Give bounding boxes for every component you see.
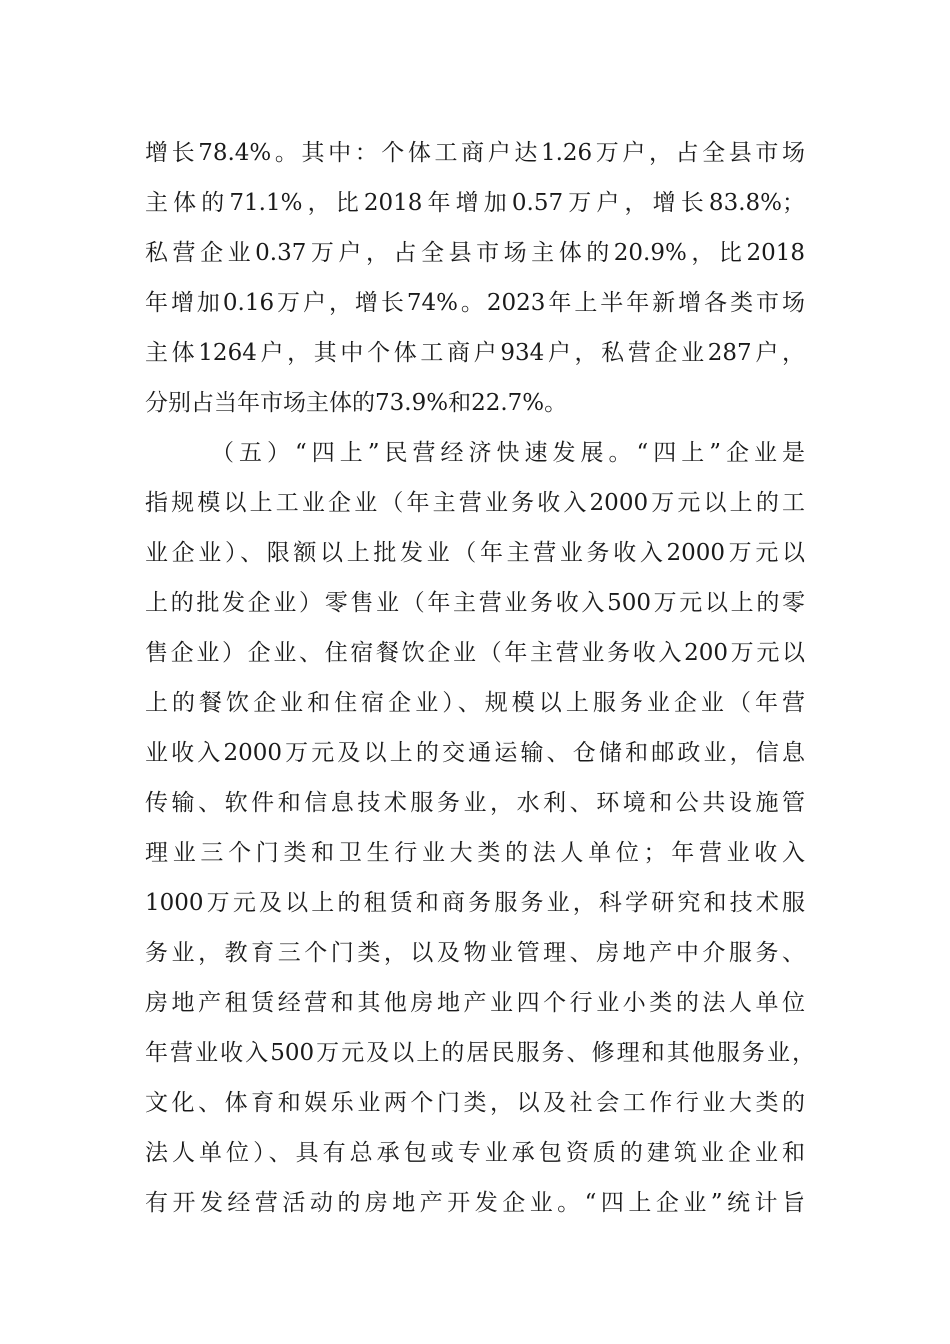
paragraph-1-line: 增长78.4%。其中：个体工商户达1.26万户，占全县市场 bbox=[145, 140, 805, 166]
paragraph-2-line: 指规模以上工业企业（年主营业务收入2000万元以上的工 bbox=[145, 490, 805, 516]
paragraph-2-line: 文化、体育和娱乐业两个门类，以及社会工作行业大类的 bbox=[145, 1090, 805, 1116]
paragraph-2-line: 务业，教育三个门类，以及物业管理、房地产中介服务、 bbox=[145, 940, 805, 966]
paragraph-2-line: 业收入2000万元及以上的交通运输、仓储和邮政业，信息 bbox=[145, 740, 805, 766]
paragraph-2-line: 传输、软件和信息技术服务业，水利、环境和公共设施管 bbox=[145, 790, 805, 816]
paragraph-2-line: 业企业）、限额以上批发业（年主营业务收入2000万元以 bbox=[145, 540, 805, 566]
paragraph-2-line: 房地产租赁经营和其他房地产业四个行业小类的法人单位 bbox=[145, 990, 805, 1016]
paragraph-2-line: 售企业）企业、住宿餐饮企业（年主营业务收入200万元以 bbox=[145, 640, 805, 666]
paragraph-1-line: 主体的71.1%，比2018年增加0.57万户，增长83.8%； bbox=[145, 190, 805, 216]
paragraph-2-line: 法人单位）、具有总承包或专业承包资质的建筑业企业和 bbox=[145, 1140, 805, 1166]
paragraph-2-line: 有开发经营活动的房地产开发企业。“四上企业”统计旨 bbox=[145, 1190, 805, 1216]
section-heading-line: （五）“四上”民营经济快速发展。“四上”企业是 bbox=[211, 440, 805, 466]
document-body bbox=[145, 128, 815, 1228]
paragraph-1-line: 私营企业0.37万户，占全县市场主体的20.9%，比2018 bbox=[145, 240, 805, 266]
paragraph-2-line: 上的餐饮企业和住宿企业）、规模以上服务业企业（年营 bbox=[145, 690, 805, 716]
paragraph-1-line: 年增加0.16万户，增长74%。2023年上半年新增各类市场 bbox=[145, 290, 805, 316]
paragraph-1-line: 分别占当年市场主体的73.9%和22.7%。 bbox=[145, 390, 568, 416]
paragraph-2-line: 年营业收入500万元及以上的居民服务、修理和其他服务业， bbox=[145, 1040, 815, 1066]
paragraph-2-line: 理业三个门类和卫生行业大类的法人单位；年营业收入 bbox=[145, 840, 805, 866]
paragraph-2-line: 1000万元及以上的租赁和商务服务业，科学研究和技术服 bbox=[145, 890, 805, 916]
paragraph-1-line: 主体1264户，其中个体工商户934户，私营企业287户， bbox=[145, 340, 805, 366]
paragraph-2-line: 上的批发企业）零售业（年主营业务收入500万元以上的零 bbox=[145, 590, 805, 616]
